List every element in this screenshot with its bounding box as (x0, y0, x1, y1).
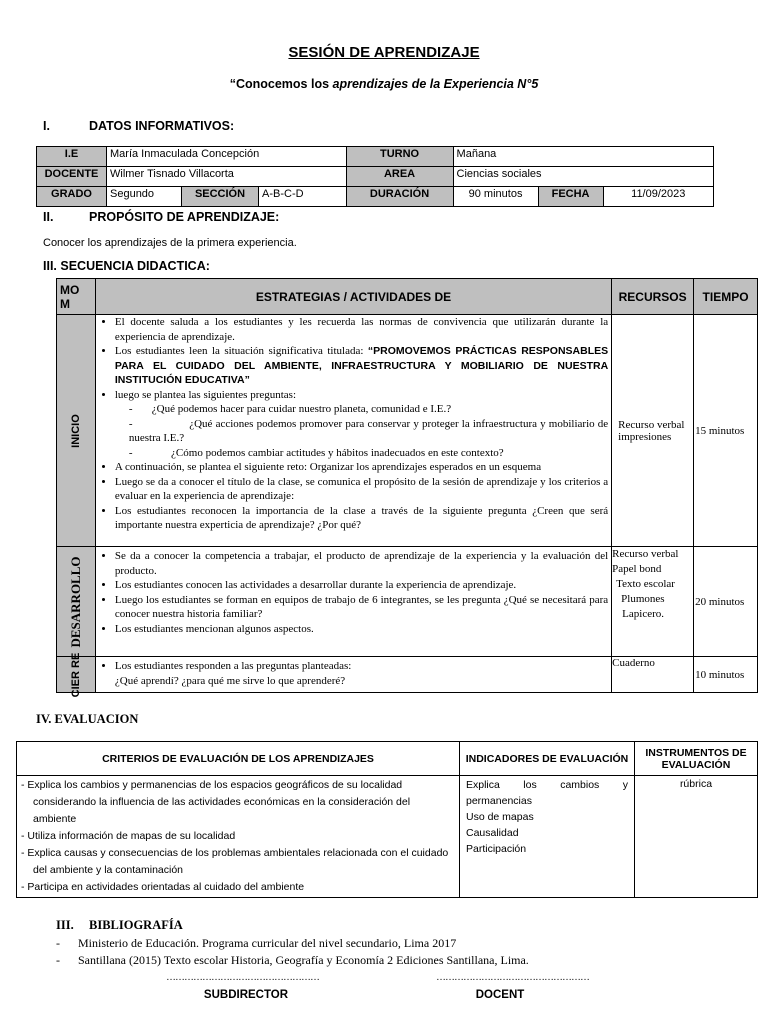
list-item: • A continuación, se plantea el siguiente reto: Organizar los aprendizajes esperados en un esquema (115, 460, 608, 475)
page-title: SESIÓN DE APRENDIZAJE (288, 44, 480, 61)
resource-item: Recurso verbal (612, 548, 679, 560)
header-time: TIEMPO (694, 279, 758, 315)
list-item: • Se da a conocer la competencia a trabajar, el producto de aprendizaje de la experiencia y la evaluación del producto. (115, 549, 608, 578)
indicators-cell (460, 776, 635, 898)
header-resources: RECURSOS (612, 279, 694, 315)
purpose-text: Conocer los aprendizajes de la primera experiencia. (43, 237, 297, 249)
moment-label: INICIO (69, 413, 82, 448)
docente-label: DOCENTE (37, 167, 107, 187)
desarrollo-activities (95, 547, 611, 657)
section-number: I. (43, 119, 50, 133)
section-label: BIBLIOGRAFÍA (89, 918, 183, 932)
sequence-table (56, 278, 758, 697)
area-value: Ciencias sociales (453, 167, 713, 187)
moment-label: DESARROLLO (67, 555, 83, 648)
moment-inicio (57, 315, 96, 547)
list-item-text: Los estudiantes responden a las preguntas planteadas: (114, 660, 352, 672)
cierre-resources: Cuaderno (612, 657, 694, 693)
fecha-label: FECHA (538, 187, 603, 207)
question: - ¿Qué acciones podemos promover para conservar y proteger la infraestructura y mobiliario de nuestra I.E.? (128, 417, 611, 444)
turno-value: Mañana (453, 147, 713, 167)
indicators-header: INDICADORES DE EVALUACIÓN (460, 742, 635, 776)
section-secuencia: III. SECUENCIA DIDACTICA: (43, 259, 210, 273)
evaluation-table (16, 741, 758, 898)
section-number: II. (43, 210, 54, 224)
seccion-label: SECCIÓN (182, 187, 259, 207)
signature-line-right: …………………………………………… (436, 972, 589, 983)
cierre-activities (95, 657, 611, 693)
section-number: III. (56, 918, 74, 932)
list-item (115, 344, 608, 388)
fecha-value: 11/09/2023 (603, 187, 713, 207)
resource-item: Papel bond (612, 563, 662, 575)
docente-value: Wilmer Tisnado Villacorta (107, 167, 347, 187)
bibliography-item: - Santillana (2015) Texto escolar Historia, Geografía y Economía 2 Ediciones Santillana, Lima. (56, 952, 529, 969)
session-subtitle (0, 77, 768, 91)
signature-subdirector: SUBDIRECTOR (203, 989, 289, 1001)
section-datos-informativos (43, 119, 234, 133)
resource-item: Texto escolar (616, 578, 675, 590)
closing-questions: ¿Qué aprendí? ¿para qué me sirve lo que aprenderé? (114, 674, 346, 687)
header-mom: MO M (57, 279, 96, 315)
section-evaluacion: IV. EVALUACION (36, 712, 139, 726)
moment-desarrollo (57, 547, 96, 657)
signature-line-left: …………………………………………… (166, 972, 319, 983)
inicio-resources: Recurso verbal impresiones (612, 315, 694, 547)
criteria-cell (17, 776, 460, 898)
bibliography-list (56, 935, 529, 969)
desarrollo-resources (612, 547, 694, 657)
indicator-item: Explica los cambios y permanencias (466, 779, 628, 807)
indicator-item: Causalidad (466, 827, 519, 839)
ie-label: I.E (37, 147, 107, 167)
indicator-item: Participación (466, 843, 527, 855)
info-table (36, 146, 714, 207)
section-bibliografia (56, 918, 183, 933)
list-item: • Luego los estudiantes se forman en equipos de trabajo de 6 integrantes, se les pregunta ¿Qué se necesitará para conocer nuestra historia familiar? (115, 593, 608, 622)
question: - ¿Qué podemos hacer para cuidar nuestro planeta, comunidad e I.E.? (128, 403, 452, 415)
subtitle-italic: aprendizajes de la Experiencia N°5 (332, 77, 539, 91)
grado-value: Segundo (107, 187, 182, 207)
moment-cierre (57, 652, 96, 697)
situation-title: “PROMOVEMOS PRÁCTICAS RESPONSABLES PARA EL CUIDADO DEL AMBIENTE, INFRAESTRUCTURA Y MOBILIARIO DE NUESTRA INSTITUCIÓN EDUCATIVA” (114, 345, 609, 386)
criteria-item: - Participa en actividades orientadas al cuidado del ambiente (21, 879, 455, 896)
section-label: PROPÓSITO DE APRENDIZAJE: (89, 210, 280, 224)
list-item (114, 388, 611, 461)
subtitle-prefix: “Conocemos los (229, 77, 333, 91)
desarrollo-time: 20 minutos (694, 547, 758, 657)
instrument-cell: rúbrica (635, 776, 758, 898)
list-item: • Los estudiantes mencionan algunos aspectos. (115, 622, 608, 637)
duracion-label: DURACIÓN (346, 187, 453, 207)
criteria-item: - Explica causas y consecuencias de los problemas ambientales relacionada con el cuidado del ambiente y la contaminación (21, 845, 455, 879)
ie-value: María Inmaculada Concepción (107, 147, 347, 167)
indicator-item: Uso de mapas (466, 811, 534, 823)
criteria-item: - Explica los cambios y permanencias de los espacios geográficos de su localidad considerando la influencia de las actividades económicas en la consideración del ambiente (21, 777, 455, 828)
list-item: • Luego se da a conocer el título de la clase, se comunica el propósito de la sesión de aprendizaje y los criterios a evaluar en la experiencia de aprendizaje: (115, 475, 608, 504)
grado-label: GRADO (37, 187, 107, 207)
duracion-value: 90 minutos (453, 187, 538, 207)
header-strategies: ESTRATEGIAS / ACTIVIDADES DE (95, 279, 611, 315)
signature-docente: DOCENT (475, 989, 525, 1001)
seccion-value: A-B-C-D (259, 187, 347, 207)
question: - ¿Cómo podemos cambiar actitudes y hábitos inadecuados en este contexto? (128, 446, 504, 459)
list-item: • Los estudiantes reconocen la importancia de la clase a través de la siguiente pregunta ¿Creen que será importante nuestra experticia de aprendizaje? ¿Por qué? (115, 504, 608, 533)
resource-item: Lapicero. (622, 608, 664, 620)
inicio-activities (95, 315, 611, 547)
criteria-item: - Utiliza información de mapas de su localidad (21, 828, 455, 845)
bibliography-item: - Ministerio de Educación. Programa curricular del nivel secundario, Lima 2017 (56, 935, 529, 952)
list-item-text: Los estudiantes leen la situación significativa titulada: (114, 345, 368, 357)
instruments-header: INSTRUMENTOS DE EVALUACIÓN (635, 742, 758, 776)
list-item (115, 659, 608, 688)
cierre-time: 10 minutos (694, 657, 758, 693)
resource-item: Plumones (621, 593, 665, 605)
list-item-text: luego se plantea las siguientes preguntas: (114, 388, 297, 401)
list-item: • Los estudiantes conocen las actividades a desarrollar durante la experiencia de aprendizaje. (115, 578, 608, 593)
criteria-header: CRITERIOS DE EVALUACIÓN DE LOS APRENDIZAJES (17, 742, 460, 776)
inicio-time: 15 minutos (694, 315, 758, 547)
area-label: AREA (346, 167, 453, 187)
turno-label: TURNO (346, 147, 453, 167)
section-label: DATOS INFORMATIVOS: (89, 119, 235, 133)
moment-label: CIER RE (69, 652, 82, 697)
section-proposito (43, 210, 279, 224)
list-item: • El docente saluda a los estudiantes y les recuerda las normas de convivencia que utilizarán durante la experiencia de aprendizaje. (115, 315, 608, 344)
